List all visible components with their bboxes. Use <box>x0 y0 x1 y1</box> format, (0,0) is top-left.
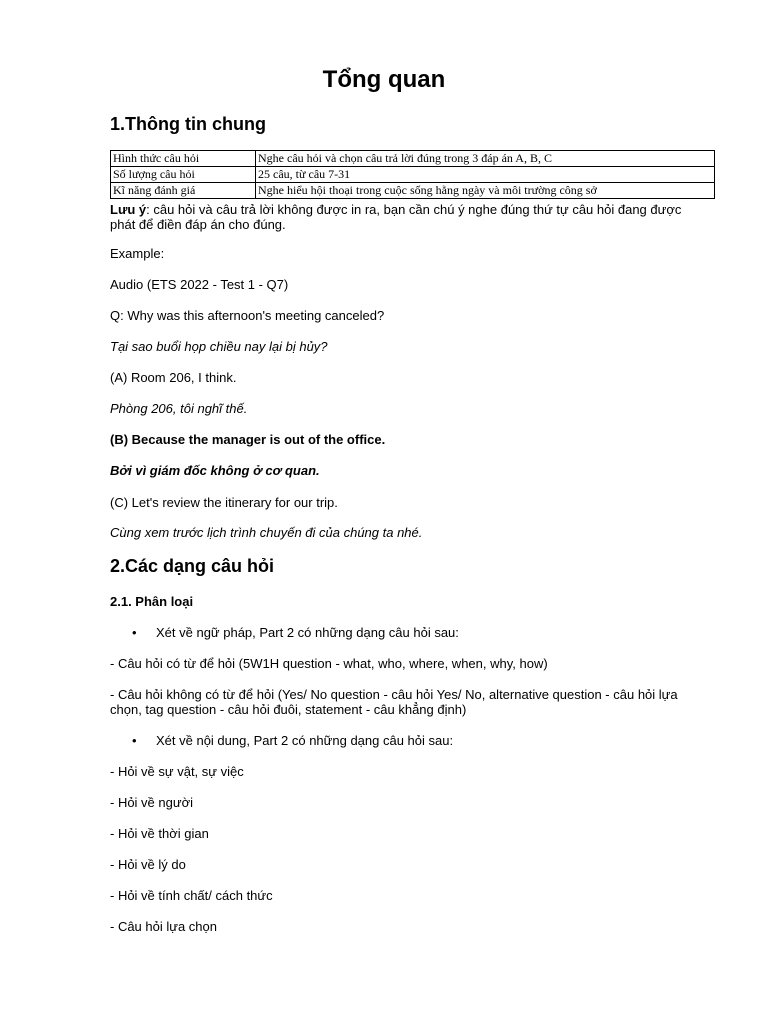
option-b-vi: Bởi vì giám đốc không ở cơ quan. <box>110 463 320 478</box>
note-text: : câu hỏi và câu trả lời không được in ra, bạn cần chú ý nghe đúng thứ tự câu hỏi đang được phát để điền đáp án cho đúng. <box>110 202 682 232</box>
option-c-vi: Cùng xem trước lịch trình chuyến đi của chúng ta nhé. <box>110 525 423 540</box>
list-item: - Câu hỏi lựa chọn <box>110 919 217 934</box>
info-table <box>110 150 715 199</box>
list-item: - Hỏi về lý do <box>110 857 186 872</box>
list-item: - Hỏi về thời gian <box>110 826 209 841</box>
option-a-vi: Phòng 206, tôi nghĩ thế. <box>110 401 248 416</box>
list-item: - Hỏi về người <box>110 795 193 810</box>
example-label: Example: <box>110 246 165 261</box>
table-cell-label: Số lượng câu hỏi <box>111 167 256 183</box>
option-a-en: (A) Room 206, I think. <box>110 370 237 385</box>
list-item: - Hỏi về tính chất/ cách thức <box>110 888 273 903</box>
bullet-text: Xét về ngữ pháp, Part 2 có những dạng câu hỏi sau: <box>156 625 459 640</box>
table-cell-value: Nghe hiểu hội thoại trong cuộc sống hằng ngày và môi trường công sở <box>256 183 715 199</box>
section-heading-question-types: 2.Các dạng câu hỏi <box>110 556 275 576</box>
section-heading-general-info: 1.Thông tin chung <box>110 114 266 134</box>
option-c-en: (C) Let's review the itinerary for our trip. <box>110 495 338 510</box>
table-row <box>111 167 715 183</box>
list-item: - Hỏi về sự vật, sự việc <box>110 764 244 779</box>
bullet-dot-icon: • <box>132 733 137 748</box>
question-en: Q: Why was this afternoon's meeting canceled? <box>110 308 385 323</box>
sub-heading-classification: 2.1. Phân loại <box>110 594 194 609</box>
question-vi: Tại sao buổi họp chiều nay lại bị hủy? <box>110 339 328 354</box>
note-paragraph <box>110 202 710 232</box>
audio-source: Audio (ETS 2022 - Test 1 - Q7) <box>110 277 289 292</box>
list-item: - Câu hỏi có từ để hỏi (5W1H question - what, who, where, when, why, how) <box>110 656 548 671</box>
bullet-text: Xét về nội dung, Part 2 có những dạng câu hỏi sau: <box>156 733 454 748</box>
bullet-dot-icon: • <box>132 625 137 640</box>
table-cell-label: Hình thức câu hỏi <box>111 151 256 167</box>
table-row <box>111 151 715 167</box>
table-cell-label: Kĩ năng đánh giá <box>111 183 256 199</box>
option-b-en: (B) Because the manager is out of the office. <box>110 432 386 447</box>
table-row <box>111 183 715 199</box>
page-title: Tổng quan <box>322 66 446 93</box>
note-label: Lưu ý <box>110 202 147 217</box>
list-item: - Câu hỏi không có từ để hỏi (Yes/ No question - câu hỏi Yes/ No, alternative question - câu hỏi lựa chọn, tag question - câu hỏi đuôi, statement - câu khẳng định) <box>110 687 678 717</box>
table-cell-value: 25 câu, từ câu 7-31 <box>256 167 715 183</box>
table-cell-value: Nghe câu hỏi và chọn câu trả lời đúng trong 3 đáp án A, B, C <box>256 151 715 167</box>
